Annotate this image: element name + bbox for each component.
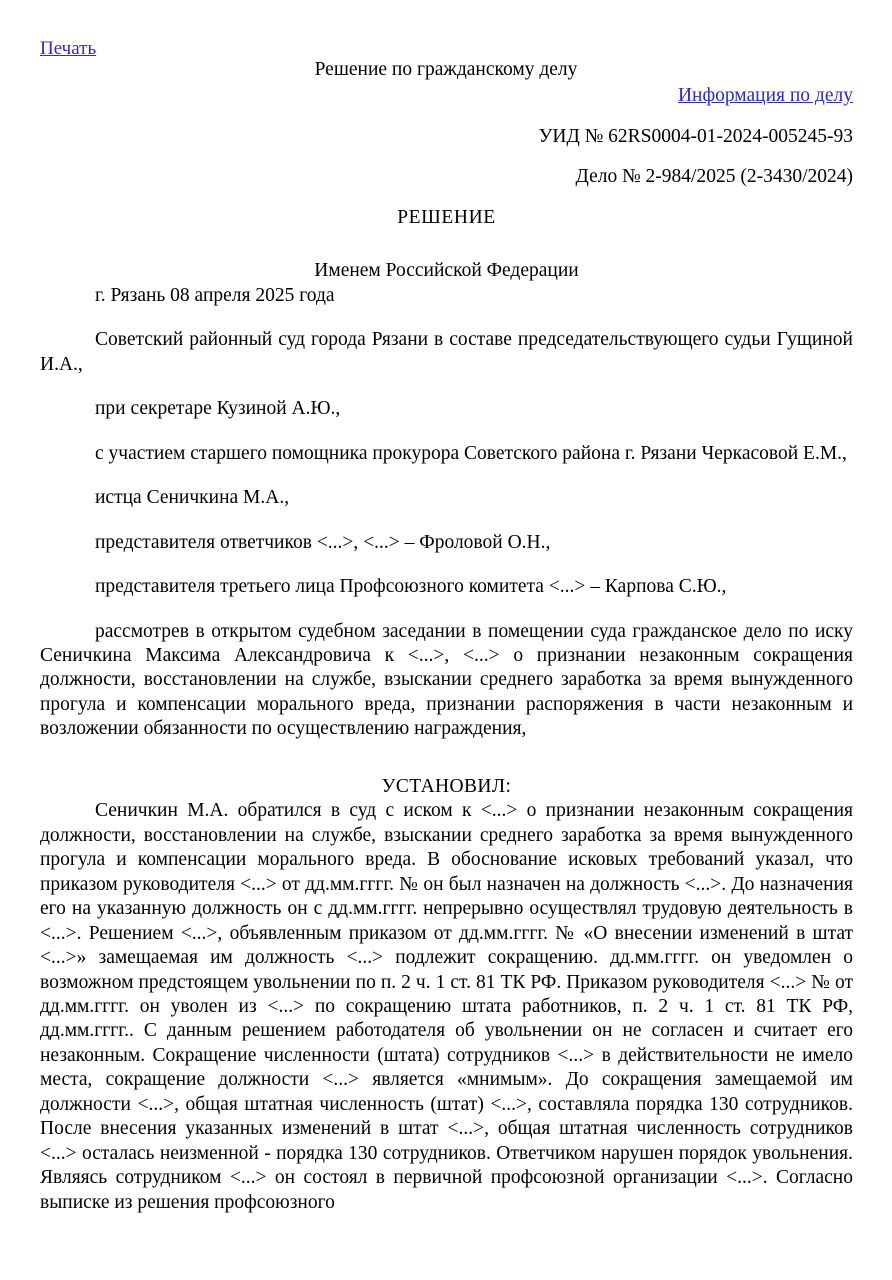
established-heading: УСТАНОВИЛ: bbox=[381, 775, 512, 797]
court-composition: Советский районный суд города Рязани в составе председательствующего судьи Гущиной И.А., bbox=[40, 329, 853, 375]
city-and-date: г. Рязань 08 апреля 2025 года bbox=[95, 284, 335, 306]
document-header bbox=[0, 0, 892, 196]
plaintiff: истца Сеничкина М.А., bbox=[95, 487, 290, 509]
prosecutor-participation: с участием старшего помощника прокурора Советского района г. Рязани Черкасовой Е.М., bbox=[95, 442, 847, 464]
considered-statement: рассмотрев в открытом судебном заседании в помещении суда гражданское дело по иску Сеничкина Максима Александровича к <...>, <...> о признании незаконным сокращения должности, восстановлении на службе, взыскании среднего заработка за время вынужденного прогула и компенсации морального вреда, признании распоряжения в части незаконным и возложении обязанности по осуществлению награждения, bbox=[40, 620, 853, 740]
court-secretary: при секретаре Кузиной А.Ю., bbox=[95, 398, 341, 420]
claim-narrative: Сеничкин М.А. обратился в суд с иском к <...> о признании незаконным сокращения должности, восстановлении на службе, взыскании среднего заработка за время вынужденного прогула и компенсации морального вреда. В обоснование исковых требований указал, что приказом руководителя <...> от дд.мм.гггг. № он был назначен на должность <...>. До назначения его на указанную должность он с дд.мм.гггг. непрерывно осуществлял трудовую деятельность в <...>. Решением <...>, объявленным приказом от дд.мм.гггг. № «О внесении изменений в штат <...>» замещаемая им должность <...> подлежит сокращению. дд.мм.гггг. он уведомлен о возможном предстоящем увольнении по п. 2 ч. 1 ст. 81 ТК РФ. Приказом руководителя <...> № от дд.мм.гггг. он уволен из <...> по сокращению штата работников, п. 2 ч. 1 ст. 81 ТК РФ, дд.мм.гггг.. С данным решением работодателя об увольнении он не согласен и считает его незаконным. Сокращение численности (штата) сотрудников <...> в действительности не имело места, сокращение должности <...> является «мнимым». До сокращения замещаемой им должности <...>, общая штатная численность (штат) <...>, составляла порядка 130 сотрудников. После внесения указанных изменений в штат <...>, общая штатная численность сотрудников <...> осталась неизменной - порядка 130 сотрудников. Ответчиком нарушен порядок увольнения. Являясь сотрудником <...> он состоял в первичной профсоюзной организации <...>. Согласно выписке из решения профсоюзного bbox=[40, 800, 853, 1213]
representative-of-third-party: представителя третьего лица Профсоюзного комитета <...> – Карпова С.Ю., bbox=[95, 576, 727, 598]
document-kicker: Решение по гражданскому делу bbox=[314, 59, 578, 80]
case-information-link[interactable]: Информация по делу bbox=[677, 85, 853, 106]
case-number: Дело № 2-984/2025 (2-3430/2024) bbox=[575, 166, 853, 187]
uid-number: УИД № 62RS0004-01-2024-005245-93 bbox=[538, 126, 853, 147]
representative-of-defendants: представителя ответчиков <...>, <...> – Фроловой О.Н., bbox=[95, 531, 551, 553]
decision-title: РЕШЕНИЕ bbox=[397, 207, 496, 228]
print-link[interactable]: Печать bbox=[40, 38, 97, 59]
document-body bbox=[0, 206, 892, 1215]
decision-subtitle: Именем Российской Федерации bbox=[314, 260, 579, 282]
